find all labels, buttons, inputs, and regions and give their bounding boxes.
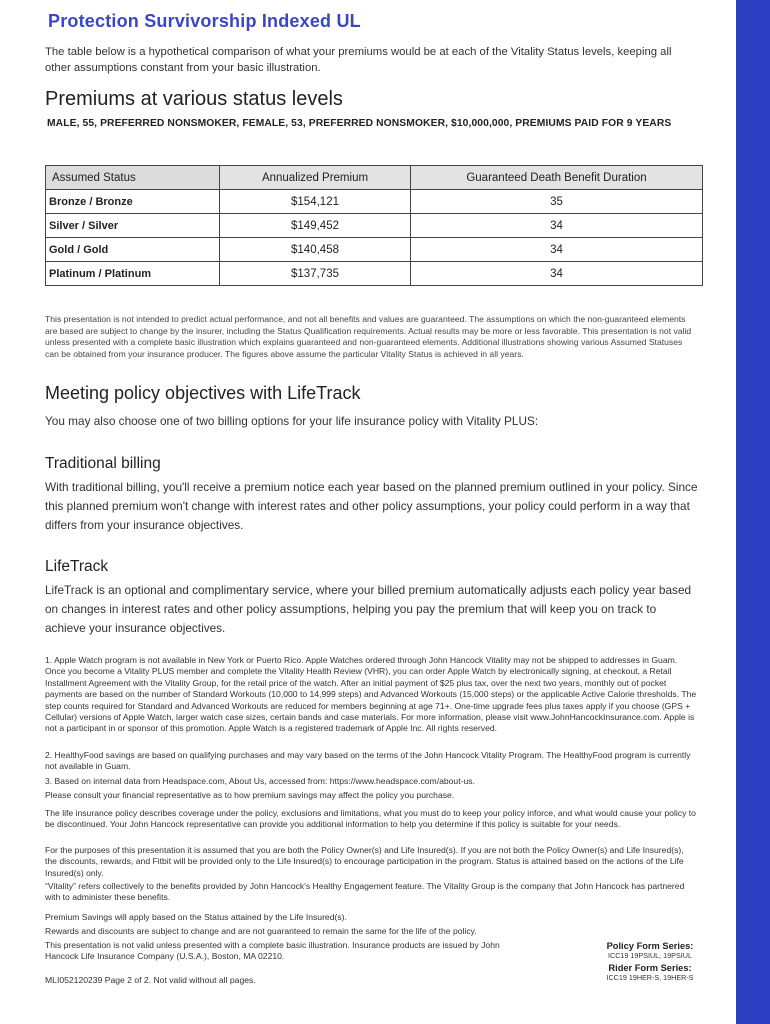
premium-cell: $149,452 <box>220 214 411 238</box>
side-color-bar <box>736 0 770 1024</box>
premium-cell: $154,121 <box>220 190 411 214</box>
policy-form-label: Policy Form Series: <box>606 941 694 951</box>
policy-form-value: ICC19 19PSIUL, 19PSIUL <box>608 951 692 960</box>
duration-cell: 34 <box>411 262 703 286</box>
rewards-note: Rewards and discounts are subject to change and are not guaranteed to remain the same for the life of the policy. <box>45 926 477 936</box>
premium-comparison-table <box>45 165 703 286</box>
table-header-row <box>46 166 703 190</box>
illustration-parameters: MALE, 55, PREFERRED NONSMOKER, FEMALE, 53, PREFERRED NONSMOKER, $10,000,000, PREMIUMS PAID FOR 9 YEARS <box>47 118 672 129</box>
validity-note: This presentation is not valid unless presented with a complete basic illustration. Insurance products are issued by John Hancock Life Insurance Company (U.S.A.), Boston, MA 02210. <box>45 940 500 962</box>
status-cell: Bronze / Bronze <box>46 190 220 214</box>
page-footer: MLI052120239 Page 2 of 2. Not valid without all pages. <box>45 975 256 985</box>
policy-owner-note: For the purposes of this presentation it is assumed that you are both the Policy Owner(s) and Life Insured(s). If you are not both the Policy Owner(s) and Life Insured(s), the discounts, rewards, and Fitbit will be provided only to the Life Insured(s) to encourage participation in the program. Status is attained based on the actions of the Life Insured(s) only. <box>45 845 684 878</box>
performance-disclaimer: This presentation is not intended to predict actual performance, and not all benefits and values are guaranteed. The assumptions on which the non-guaranteed elements are based are subject to change by the insurer, including the Status Qualification requirements. Actual results may be more or less favorable. This presentation is not valid unless presented with a complete basic illustration which explains guaranteed and non-guaranteed elements. Additional illustrations showing various Assumed Statuses can be obtained from your insurance producer. The figures above assume the particular Vitality Status is achieved in all years. <box>45 314 692 359</box>
lifetrack-heading: LifeTrack <box>45 558 109 575</box>
column-header: Assumed Status <box>46 166 220 190</box>
policy-coverage-note: The life insurance policy describes coverage under the policy, exclusions and limitations, what you must do to keep your policy inforce, and what would cause your policy to be discontinued. Your John Hancock representative can provide you additional information to help you determine if this policy is suitable for your needs. <box>45 808 696 830</box>
document-title: Protection Survivorship Indexed UL <box>48 11 361 31</box>
vitality-definition: “Vitality” refers collectively to the benefits provided by John Hancock's Healthy Engagement feature. The Vitality Group is the company that John Hancock has partnered with to administer these benefits. <box>45 881 685 903</box>
premium-cell: $137,735 <box>220 262 411 286</box>
status-cell: Silver / Silver <box>46 214 220 238</box>
duration-cell: 34 <box>411 214 703 238</box>
premiums-section-title: Premiums at various status levels <box>45 88 343 110</box>
rider-form-value: ICC19 19HER-S, 19HER-S <box>606 973 694 982</box>
traditional-billing-text: With traditional billing, you'll receive a premium notice each year based on the planned premium outlined in your policy. Since this planned premium won't change with interest rates and other policy assumptions, your policy could perform in a way that differs from your insurance objectives. <box>45 480 698 532</box>
rider-form-label: Rider Form Series: <box>608 963 692 973</box>
duration-cell: 34 <box>411 238 703 262</box>
status-cell: Platinum / Platinum <box>46 262 220 286</box>
intro-paragraph: The table below is a hypothetical comparison of what your premiums would be at each of the Vitality Status levels, keeping all other assumptions constant from your basic illustration. <box>45 46 672 74</box>
policy-form-series <box>600 941 700 960</box>
table-row <box>46 214 703 238</box>
column-header: Guaranteed Death Benefit Duration <box>411 166 703 190</box>
footnote-1: 1. Apple Watch program is not available in New York or Puerto Rico. Apple Watches ordered through John Hancock Vitality may not be shipped to addresses in Guam. Once you become a Vitality PLUS member and complete the Vitality Health Review (VHR), you can order Apple Watch by electronically signing, at checkout, a Retail Installment Agreement with the Vitality Group, for the retail price of the watch. After an initial payment of $25 plus tax, over the next two years, monthly out of pocket payments are based on the number of Standard Workouts (10,000 to 14,999 steps) and Advanced Workouts (15,000 steps) or the applicable Active Calorie thresholds. The step counts required for Standard and Advanced Workouts are reduced for members beginning at age 71+. One-time upgrade fees plus taxes apply if you choose (GPS + Cellular) versions of Apple Watch, larger watch case sizes, certain bands and case materials. For more information, please visit www.JohnHancockInsurance.com. Apple is not a participant in or sponsor of this promotion. Apple Watch is a registered trademark of Apple Inc. All rights reserved. <box>45 655 697 734</box>
rider-form-series <box>600 963 700 982</box>
footnote-3: 3. Based on internal data from Headspace.com, About Us, accessed from: https://www.headspace.com/about-us. <box>45 776 475 786</box>
traditional-billing-heading: Traditional billing <box>45 455 161 472</box>
lifetrack-section-title: Meeting policy objectives with LifeTrack <box>45 383 361 403</box>
duration-cell: 35 <box>411 190 703 214</box>
premium-cell: $140,458 <box>220 238 411 262</box>
table-row <box>46 238 703 262</box>
table-row <box>46 262 703 286</box>
footnote-2: 2. HealthyFood savings are based on qualifying purchases and may vary based on the terms of the John Hancock Vitality Program. The HealthyFood program is currently not available in Guam. <box>45 750 691 772</box>
lifetrack-text: LifeTrack is an optional and complimentary service, where your billed premium automatically adjusts each policy year based on changes in interest rates and other policy assumptions, helping you pay the premium that will keep you on track to achieve your insurance objectives. <box>45 583 692 635</box>
table-row <box>46 190 703 214</box>
premium-savings-note: Premium Savings will apply based on the Status attained by the Life Insured(s). <box>45 912 347 922</box>
billing-options-intro: You may also choose one of two billing options for your life insurance policy with Vitality PLUS: <box>45 414 539 428</box>
consult-note: Please consult your financial representative as to how premium savings may affect the policy you purchase. <box>45 790 455 800</box>
column-header: Annualized Premium <box>220 166 411 190</box>
status-cell: Gold / Gold <box>46 238 220 262</box>
